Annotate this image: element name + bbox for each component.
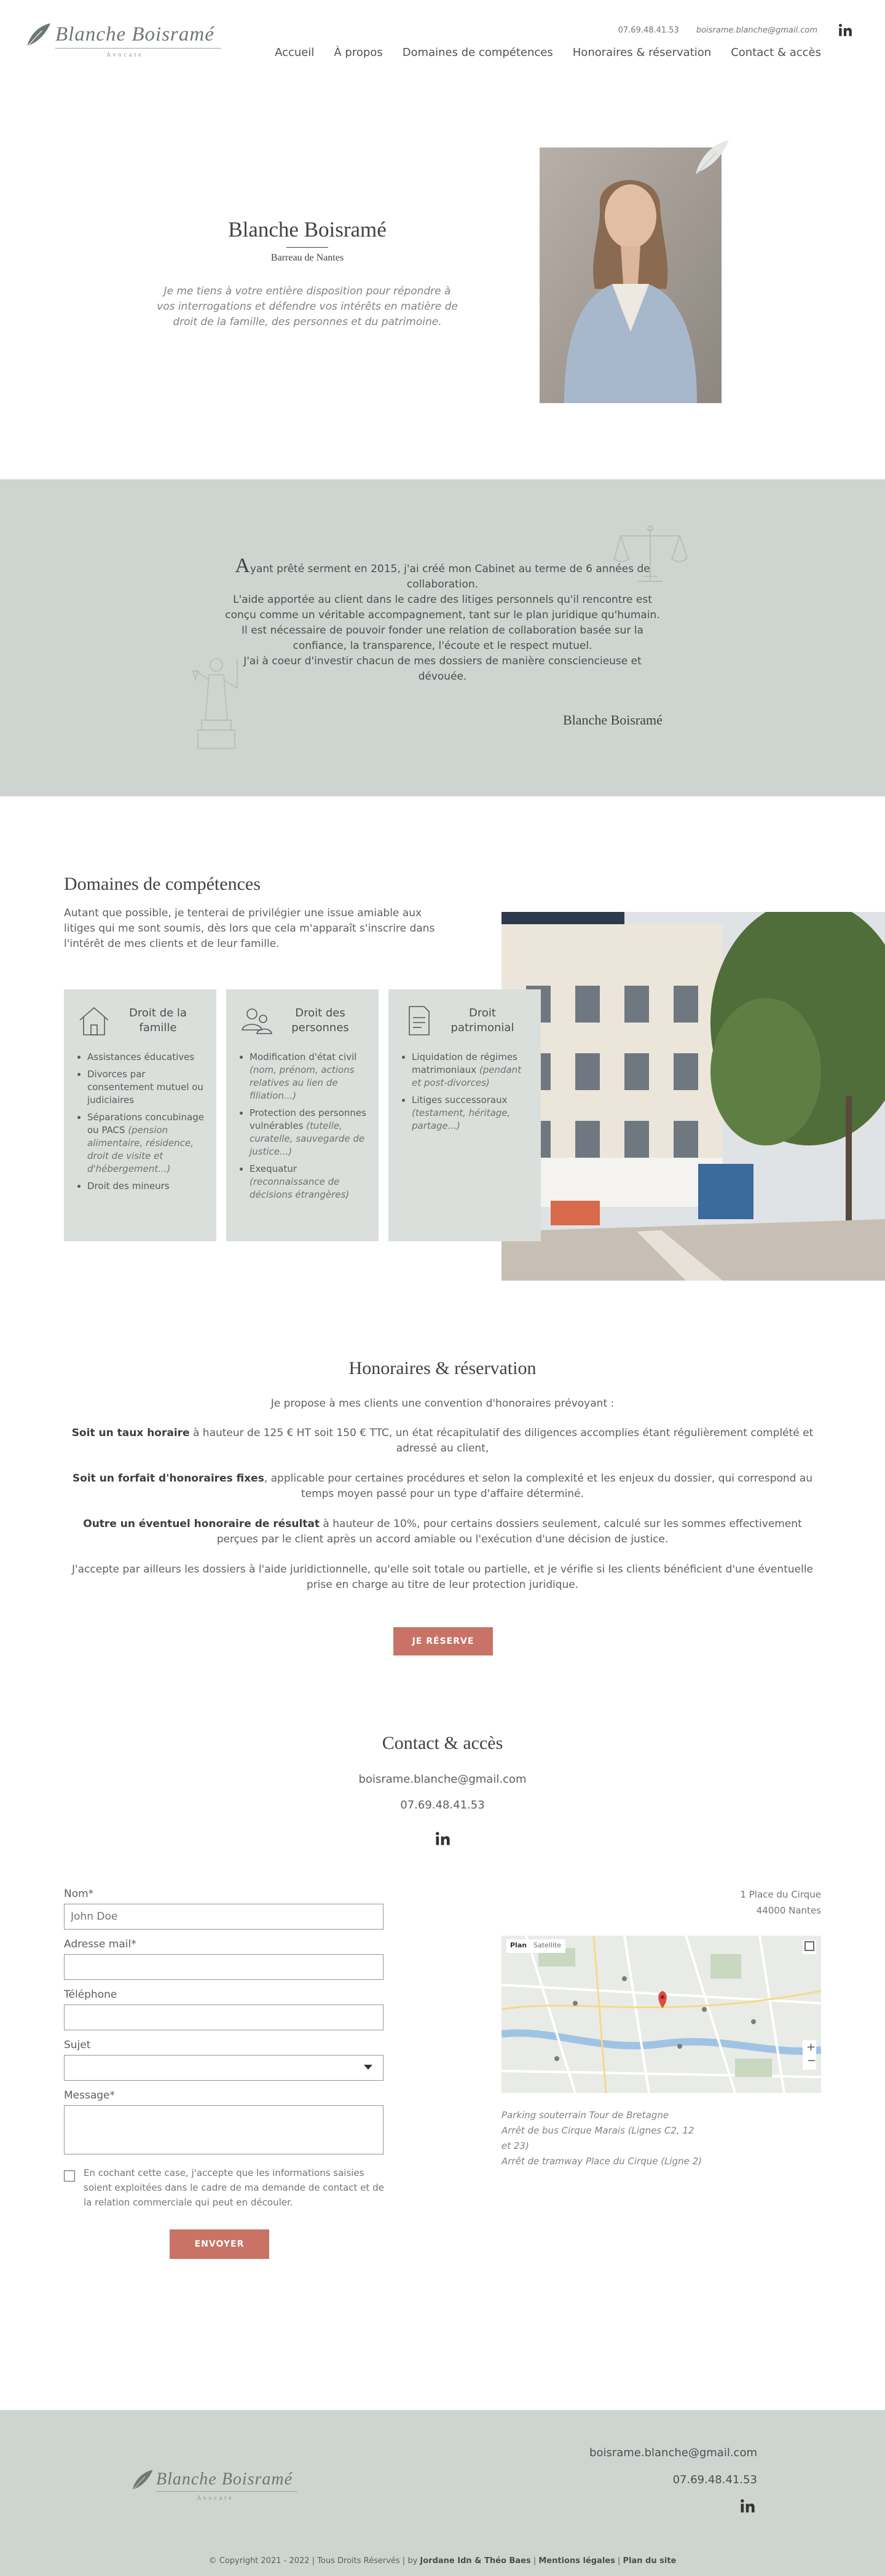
copyright: © Copyright 2021 - 2022 | Tous Droits Réservés | by Jordane Idn & Théo Baes | Mentions légales | Plan du site [208, 2556, 677, 2566]
about-signature: Blanche Boisramé [563, 712, 663, 728]
consent-checkbox[interactable] [64, 2170, 75, 2181]
address-line-2: 44000 Nantes [756, 1905, 821, 1916]
nav-accueil[interactable]: Accueil [275, 46, 315, 59]
card-title: Droit patrimonial [450, 1007, 514, 1034]
zoom-in-button[interactable]: + [806, 2041, 816, 2054]
list-item: • Exequatur (reconnaissance de décisions étrangères) [250, 1163, 366, 1201]
list-item: • Liquidation de régimes matrimoniaux (pendant et post-divorces) [412, 1051, 529, 1090]
linkedin-icon[interactable] [739, 2497, 756, 2515]
email-input[interactable] [64, 1954, 384, 1980]
hero-description: Je me tiens à votre entière disposition pour répondre à vos interrogations et défendre vos intérêts en matière de droit de la famille, des personnes et du patrimoine. [157, 285, 458, 328]
map-tab-plan[interactable]: Plan [510, 1941, 527, 1949]
linkedin-icon[interactable] [837, 22, 853, 38]
phone-label: Téléphone [64, 1989, 117, 2001]
footer-logo-tagline: Avocate [197, 2495, 234, 2502]
honoraires-paragraph: Outre un éventuel honoraire de résultat à hauteur de 10%, pour certains dossiers seulement, calculé sur les sommes effectivement perçues par le client après un accord amiable ou l'exécution d'une décision de justice. [83, 1518, 802, 1545]
name-label: Nom* [64, 1888, 94, 1900]
honoraires-paragraph: Soit un forfait d'honoraires fixes, applicable pour certaines procédures et selon la complexité et les enjeux du dossier, qui correspond au temps moyen passé pour un type d'affaire déterminé. [72, 1472, 813, 1500]
legal-link[interactable]: Mentions légales [538, 2556, 615, 2566]
map-embed[interactable] [502, 1936, 821, 2093]
list-item: • Modification d'état civil (nom, prénom, actions relatives au lien de filiation...) [250, 1051, 366, 1102]
logo-name: Blanche Boisramé [55, 23, 214, 45]
hero-divider [286, 247, 328, 248]
logo-divider [55, 48, 221, 49]
subject-label: Sujet [64, 2039, 91, 2051]
address [615, 1887, 821, 1918]
logo-tagline: Avocate [106, 52, 144, 58]
site-header [0, 0, 885, 74]
phone-input[interactable] [64, 2005, 384, 2030]
name-input[interactable] [64, 1904, 384, 1930]
about-line-4: J'ai à coeur d'investir chacun de mes dossiers de manière consciencieuse et dévouée. [243, 655, 642, 683]
leaf-decoration-icon [693, 138, 731, 177]
hero-subtitle: Barreau de Nantes [270, 253, 344, 263]
honoraires-paragraph: Soit un taux horaire à hauteur de 125 € HT soit 150 € TTC, un état récapitulatif des diligences accomplies étant régulièrement complété et adressé au client, [71, 1427, 814, 1455]
about-line-3: Il est nécessaire de pouvoir fonder une relation de collaboration basée sur la confiance, la transparence, l'écoute et le respect mutuel. [242, 624, 643, 652]
list-item: • Droit des mineurs [87, 1180, 204, 1193]
honoraires-title: Honoraires & réservation [348, 1358, 537, 1378]
office-building-photo [502, 912, 885, 1281]
site-logo[interactable] [23, 18, 226, 68]
contact-email[interactable]: boisrame.blanche@gmail.com [358, 1773, 527, 1786]
nav-honoraires[interactable]: Honoraires & réservation [572, 46, 712, 59]
reserve-button[interactable]: JE RÉSERVE [393, 1627, 493, 1655]
authors-link[interactable]: Jordane Idn & Théo Baes [420, 2556, 531, 2566]
sitemap-link[interactable]: Plan du site [623, 2556, 677, 2566]
card-title: Droit de la famille [129, 1007, 187, 1034]
leaf-logo-icon [23, 21, 53, 50]
access-tram: Arrêt de tramway Place du Cirque (Ligne 2) [502, 2156, 702, 2167]
card-title: Droit des personnes [291, 1007, 349, 1034]
access-info [502, 2108, 704, 2169]
site-footer [0, 2410, 885, 2576]
nav-domaines[interactable]: Domaines de compétences [402, 46, 553, 59]
header-phone[interactable]: 07.69.48.41.53 [618, 26, 679, 35]
people-icon [238, 1003, 274, 1039]
access-bus: Arrêt de bus Cirque Marais (Lignes C2, 12 et 23) [502, 2125, 694, 2151]
list-item: • Divorces par consentement mutuel ou judiciaires [87, 1068, 204, 1107]
nav-contact[interactable]: Contact & accès [731, 46, 821, 59]
card-droit-personnes [226, 989, 379, 1241]
footer-phone[interactable]: 07.69.48.41.53 [672, 2473, 757, 2486]
domaines-title: Domaines de compétences [64, 874, 261, 894]
map-tab-satellite[interactable]: Satellite [533, 1941, 562, 1949]
submit-button[interactable]: ENVOYER [170, 2229, 269, 2259]
zoom-out-button[interactable]: − [807, 2054, 817, 2067]
domaines-intro: Autant que possible, je tenterai de privilégier une issue amiable aux litiges qui me sont soumis, dès lors que cela m'apparaît s'inscrire dans l'intérêt de mes clients et de leur famille. [64, 907, 435, 950]
message-textarea[interactable] [64, 2105, 384, 2154]
about-line-2: L'aide apportée au client dans le cadre des litiges personnels qu'il rencontre est conçu comme un véritable accompagnement, tant sur le plan juridique qu'humain. [225, 594, 660, 621]
about-line-1: yant prêté serment en 2015, j'ai créé mon Cabinet au terme de 6 années de collaboration. [250, 563, 650, 591]
access-parking: Parking souterrain Tour de Bretagne [502, 2110, 669, 2121]
about-drop-letter: A [235, 554, 250, 577]
contact-phone[interactable]: 07.69.48.41.53 [400, 1799, 485, 1812]
document-icon [401, 1003, 436, 1039]
list-item: • Assistances éducatives [87, 1051, 204, 1064]
nav-a-propos[interactable]: À propos [334, 46, 383, 59]
list-item: • Litiges successoraux (testament, héritage, partage...) [412, 1094, 529, 1133]
fullscreen-icon[interactable] [804, 1941, 814, 1951]
message-label: Message* [64, 2089, 116, 2102]
contact-title: Contact & accès [382, 1733, 503, 1753]
header-email[interactable]: boisrame.blanche@gmail.com [696, 26, 817, 35]
consent-text: En cochant cette case, j'accepte que les informations saisies soient exploitées dans le cadre de ma demande de contact et de la relation commerciale qui peut en découler. [84, 2167, 384, 2208]
address-line-1: 1 Place du Cirque [740, 1889, 821, 1900]
house-icon [76, 1003, 112, 1039]
chevron-down-icon [364, 2065, 372, 2070]
footer-logo-name: Blanche Boisramé [156, 2470, 293, 2489]
card-droit-famille [64, 989, 216, 1241]
footer-logo-divider [156, 2491, 297, 2492]
footer-email[interactable]: boisrame.blanche@gmail.com [589, 2446, 757, 2459]
list-item: • Protection des personnes vulnérables (tutelle, curatelle, sauvegarde de justice...) [250, 1107, 366, 1158]
list-item: • Séparations concubinage ou PACS (pension alimentaire, résidence, droit de visite et d'hébergement...) [87, 1111, 204, 1176]
subject-select[interactable] [64, 2055, 384, 2081]
honoraires-intro: Je propose à mes clients une convention d'honoraires prévoyant : [270, 1397, 615, 1410]
leaf-logo-icon [129, 2468, 155, 2494]
footer-logo[interactable] [129, 2467, 301, 2510]
about-section [0, 479, 885, 796]
hero-name: Blanche Boisramé [228, 218, 387, 242]
portrait-photo [540, 147, 722, 403]
top-contact [618, 25, 817, 37]
honoraires-paragraph: J'accepte par ailleurs les dossiers à l'aide juridictionnelle, qu'elle soit totale ou partielle, et je vérifie si les clients bénéficient d'une éventuelle prise en charge au titre de leur protection juridique. [71, 1563, 814, 1591]
about-text [219, 554, 666, 685]
card-droit-patrimonial [388, 989, 541, 1241]
linkedin-icon[interactable] [434, 1830, 451, 1847]
main-nav [275, 44, 821, 61]
email-label: Adresse mail* [64, 1938, 136, 1950]
